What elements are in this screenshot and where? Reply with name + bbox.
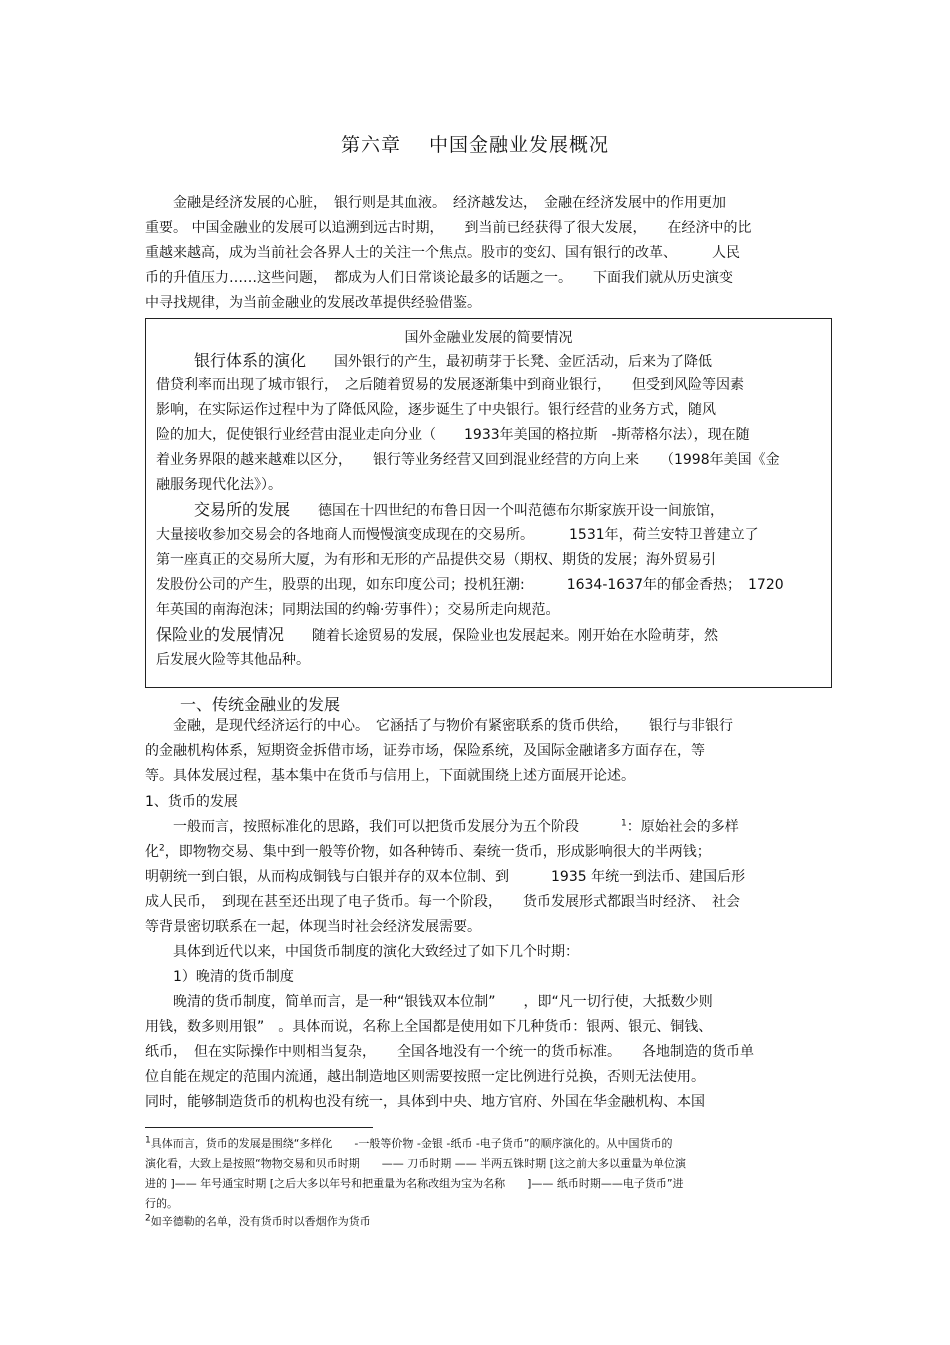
body-line: 1）晚清的货币制度 (145, 969, 294, 985)
footnote-line: 行的。 (145, 1197, 178, 1210)
body-line: 纸币， 但在实际操作中则相当复杂， 全国各地没有一个统一的货币标准。 各地制造的货币单 (145, 1044, 754, 1060)
chapter-name: 中国金融业发展概况 (429, 134, 610, 156)
box-line: 第一座真正的交易所大厦，为有形和无形的产品提供交易（期权、期货的发展；海外贸易引 (156, 552, 716, 568)
body-line: 的金融机构体系，短期资金拆借市场，证券市场，保险系统，及国际金融诸多方面存在，等 (145, 743, 705, 759)
footnote-divider (145, 1127, 373, 1128)
body-line: 同时，能够制造货币的机构也没有统一，具体到中央、地方官府、外国在华金融机构、本国 (145, 1094, 705, 1110)
body-text: 化 (145, 844, 159, 860)
body-line: 用钱，数多则用银” 。具体而说，名称上全国都是使用如下几种货币：银两、银元、铜钱、 (145, 1019, 713, 1035)
footnote-ref[interactable]: 2 (159, 843, 165, 854)
body-line: 明朝统一到白银，从而构成铜钱与白银并存的双本位制、到 1935 年统一到法币、建国后形 (145, 869, 746, 885)
body-line: 晚清的货币制度，简单而言，是一种“银钱双本位制” ，即“凡一切行使，大抵数少则 (145, 994, 713, 1010)
section-heading: 一、传统金融业的发展 (180, 695, 341, 714)
footnote-marker: 2 (145, 1213, 151, 1224)
intro-line: 金融是经济发展的心脏， 银行则是其血液。 经济越发达， 金融在经济发展中的作用更加 (145, 195, 726, 211)
footnote-text: 具体而言，货币的发展是围绕“多样化 -一般等价物 -金银 -纸币 -电子货币”的顺序演化的。从中国货币的 (150, 1137, 673, 1150)
box-line: 发股份公司的产生，股票的出现，如东印度公司；投机狂潮: 1634-1637年的郁金香热； 1720 (156, 577, 784, 593)
insurance-heading: 保险业的发展情况 (156, 625, 285, 644)
box-line: 借贷利率而出现了城市银行， 之后随着贸易的发展逐渐集中到商业银行， 但受到风险等因素 (156, 377, 744, 393)
box-line: 后发展火险等其他品种。 (156, 652, 310, 668)
box-line: 融服务现代化法》）。 (156, 477, 282, 493)
body-line: 等。具体发展过程，基本集中在货币与信用上，下面就围绕上述方面展开论述。 (145, 768, 635, 784)
box-line: 年英国的南海泡沫；同期法国的约翰·劳事件）；交易所走向规范。 (156, 602, 560, 618)
box-line: 着业务界限的越来越难以区分， 银行等业务经营又回到混业经营的方向上来 （1998年美国《金 (156, 452, 780, 468)
foreign-finance-box (145, 318, 832, 688)
box-line: 随着长途贸易的发展，保险业也发展起来。刚开始在水险萌芽，然 (312, 628, 719, 644)
intro-line: 重要。 中国金融业的发展可以追溯到远古时期， 到当前已经获得了很大发展， 在经济中的比 (145, 220, 752, 236)
footnote-ref[interactable]: 1 (621, 818, 627, 829)
footnote-line (145, 1214, 371, 1229)
body-line: 具体到近代以来，中国货币制度的演化大致经过了如下几个时期： (145, 944, 579, 960)
box-line: 德国在十四世纪的布鲁日因一个叫范德布尔斯家族开设一间旅馆， (318, 503, 725, 519)
body-line: 位自能在规定的范围内流通，越出制造地区则需要按照一定比例进行兑换，否则无法使用。 (145, 1069, 705, 1085)
exchange-heading: 交易所的发展 (194, 500, 291, 519)
body-text: ：原始社会的多样 (626, 819, 739, 835)
body-line (145, 842, 711, 862)
footnote-text: 如辛德勒的名单，没有货币时以香烟作为货币 (150, 1215, 371, 1228)
body-text: 一般而言，按照标准化的思路，我们可以把货币发展分为五个阶段 (145, 819, 579, 835)
chapter-number: 第六章 (340, 134, 401, 156)
intro-line: 中寻找规律，为当前金融业的发展改革提供经验借鉴。 (145, 295, 481, 311)
page-title (0, 130, 950, 157)
box-line: 影响，在实际运作过程中为了降低风险，逐步诞生了中央银行。银行经营的业务方式，随风 (156, 402, 716, 418)
banking-heading: 银行体系的演化 (194, 351, 307, 370)
intro-line: 重越来越高，成为当前社会各界人士的关注一个焦点。股市的变幻、国有银行的改革、 人民 (145, 245, 740, 261)
footnote-line (145, 1136, 673, 1151)
footnote-marker: 1 (145, 1135, 151, 1146)
footnote-line: 演化看，大致上是按照“物物交易和贝币时期 —— 刀币时期 —— 半两五铢时期 [这之前大多以重量为单位演 (145, 1157, 686, 1170)
subsection-heading: 1、货币的发展 (145, 794, 238, 810)
body-line: 成人民币， 到现在甚至还出现了电子货币。每一个阶段， 货币发展形式都跟当时经济、 社会 (145, 894, 740, 910)
box-title: 国外金融业发展的简要情况 (404, 330, 573, 346)
footnote-line: 进的 ]—— 年号通宝时期 [之后大多以年号和把重量为名称改组为宝为名称 ]—— 纸币时期——电子货币”进 (145, 1177, 684, 1190)
box-line: 国外银行的产生，最初萌芽于长凳、金匠活动，后来为了降低 (334, 354, 713, 370)
box-line: 大量接收参加交易会的各地商人而慢慢演变成现在的交易所。 1531年，荷兰安特卫普建立了 (156, 527, 759, 543)
body-text: ，即物物交易、集中到一般等价物，如各种铸币、秦统一货币，形成影响很大的半两钱； (164, 844, 711, 860)
body-line: 等背景密切联系在一起，体现当时社会经济发展需要。 (145, 919, 481, 935)
box-line: 险的加大，促使银行业经营由混业走向分业（ 1933年美国的格拉斯 -斯蒂格尔法），现在随 (156, 427, 750, 443)
body-line: 金融，是现代经济运行的中心。 它涵括了与物价有紧密联系的货币供给， 银行与非银行 (145, 718, 733, 734)
intro-line: 币的升值压力……这些问题， 都成为人们日常谈论最多的话题之一。 下面我们就从历史演变 (145, 270, 733, 286)
body-line (145, 817, 739, 837)
